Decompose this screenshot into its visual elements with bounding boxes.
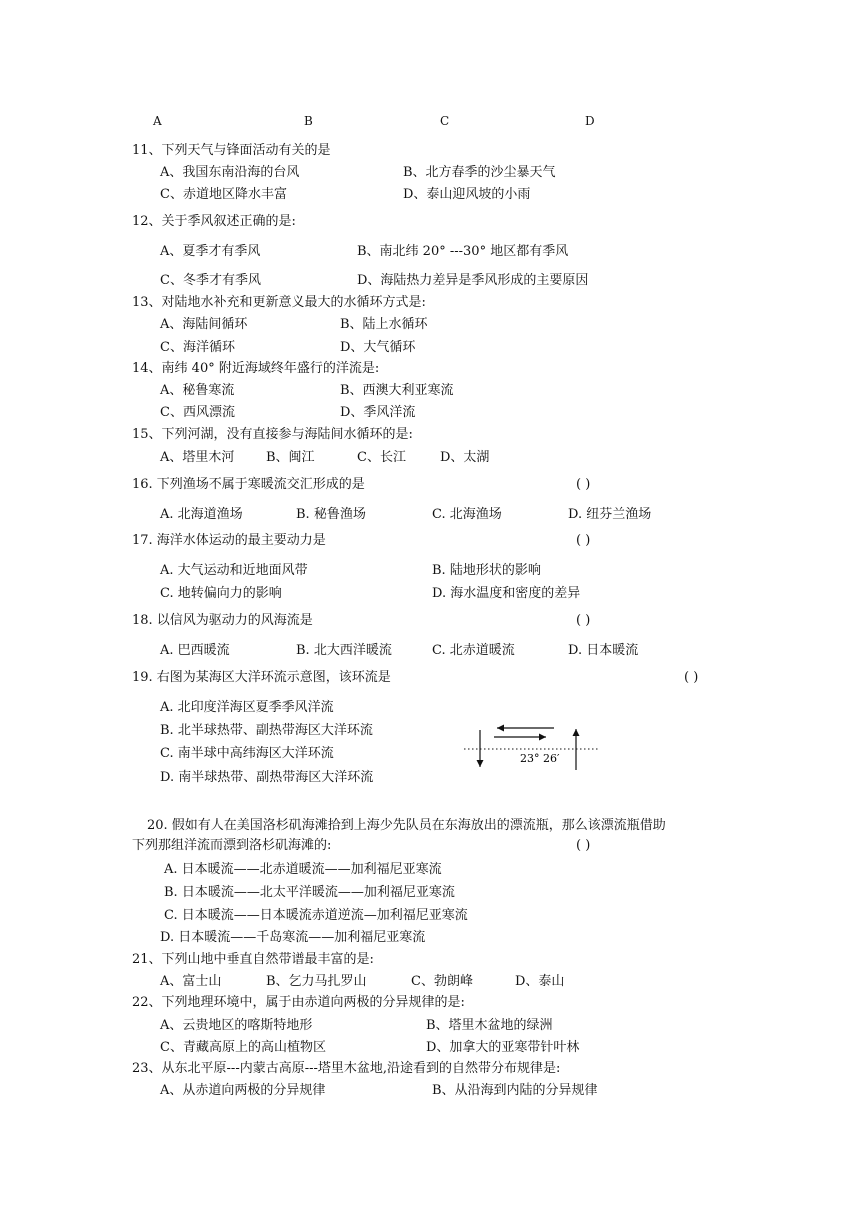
question-20-option-c: C. 日本暖流——日本暖流赤道逆流—加利福尼亚寒流 xyxy=(164,908,468,923)
question-18-option-b: B. 北大西洋暖流 xyxy=(296,643,392,658)
question-11-option-d: D、泰山迎风坡的小雨 xyxy=(403,187,531,202)
question-17-stem: 17. 海洋水体运动的最主要动力是 xyxy=(132,533,326,548)
question-15-stem: 15、下列河湖，没有直接参与海陆间水循环的是: xyxy=(132,427,413,442)
question-19-stem: 19. 右图为某海区大洋环流示意图，该环流是 xyxy=(132,670,391,685)
question-14-option-a: A、秘鲁寒流 xyxy=(160,383,235,398)
latitude-label: 23° 26′ xyxy=(520,752,560,765)
question-12-option-a: A、夏季才有季风 xyxy=(160,244,261,259)
question-18-option-c: C. 北赤道暖流 xyxy=(432,643,515,658)
question-11-stem: 11、下列天气与锋面活动有关的是 xyxy=(132,143,331,158)
question-19-option-b: B. 北半球热带、副热带海区大洋环流 xyxy=(160,723,373,738)
question-21-option-b: B、乞力马扎罗山 xyxy=(266,974,367,989)
question-11-option-a: A、我国东南沿海的台风 xyxy=(160,165,300,180)
question-11-option-b: B、北方春季的沙尘暴天气 xyxy=(403,165,556,180)
question-12-option-d: D、海陆热力差异是季风形成的主要原因 xyxy=(357,273,589,288)
question-21-option-c: C、勃朗峰 xyxy=(411,974,473,989)
question-14-option-d: D、季风洋流 xyxy=(340,405,416,420)
question-18-option-d: D. 日本暖流 xyxy=(568,643,639,658)
question-14-stem: 14、南纬 40° 附近海域终年盛行的洋流是: xyxy=(132,361,380,376)
question-16-answer-blank: ( ) xyxy=(576,477,591,492)
question-20-option-d: D. 日本暖流——千岛寒流——加利福尼亚寒流 xyxy=(160,930,426,945)
question-13-stem: 13、对陆地水补充和更新意义最大的水循环方式是: xyxy=(132,295,426,310)
question-17-answer-blank: ( ) xyxy=(576,533,591,548)
question-13-option-a: A、海陆间循环 xyxy=(160,317,248,332)
question-12-stem: 12、关于季风叙述正确的是: xyxy=(132,214,296,229)
ocean-circulation-diagram xyxy=(460,718,610,778)
question-20-option-a: A. 日本暖流——北赤道暖流——加利福尼亚寒流 xyxy=(164,862,442,877)
question-13-option-c: C、海洋循环 xyxy=(160,340,235,355)
header-label-a: A xyxy=(153,114,162,128)
question-23-option-b: B、从沿海到内陆的分异规律 xyxy=(432,1083,598,1098)
question-20-answer-blank: ( ) xyxy=(576,838,591,853)
question-17-option-a: A. 大气运动和近地面风带 xyxy=(160,563,308,578)
question-11-option-c: C、赤道地区降水丰富 xyxy=(160,187,287,202)
question-12-option-b: B、南北纬 20° ---30° 地区都有季风 xyxy=(357,244,569,259)
question-17-option-c: C. 地转偏向力的影响 xyxy=(160,586,282,601)
question-22-option-a: A、云贵地区的喀斯特地形 xyxy=(160,1018,313,1033)
question-16-option-a: A. 北海道渔场 xyxy=(160,507,243,522)
question-20-stem-line-1: 20. 假如有人在美国洛杉矶海滩拾到上海少先队员在东海放出的漂流瓶，那么该漂流瓶借助 xyxy=(147,818,666,833)
question-18-answer-blank: ( ) xyxy=(576,613,591,628)
question-13-option-d: D、大气循环 xyxy=(340,340,416,355)
question-18-stem: 18. 以信风为驱动力的风海流是 xyxy=(132,613,313,628)
question-13-option-b: B、陆上水循环 xyxy=(340,317,428,332)
question-22-stem: 22、下列地理环境中，属于由赤道向两极的分异规律的是: xyxy=(132,995,465,1010)
question-22-option-b: B、塔里木盆地的绿洲 xyxy=(426,1018,553,1033)
question-16-option-b: B. 秘鲁渔场 xyxy=(296,507,366,522)
question-23-stem: 23、从东北平原---内蒙古高原---塔里木盆地,沿途看到的自然带分布规律是: xyxy=(132,1061,561,1076)
question-21-option-a: A、富士山 xyxy=(160,974,222,989)
question-21-stem: 21、下列山地中垂直自然带谱最丰富的是: xyxy=(132,952,374,967)
question-18-option-a: A. 巴西暖流 xyxy=(160,643,230,658)
question-19-answer-blank: ( ) xyxy=(684,670,699,685)
question-15-option-a: A、塔里木河 xyxy=(160,450,235,465)
question-22-option-d: D、加拿大的亚寒带针叶林 xyxy=(426,1040,580,1055)
question-12-option-c: C、冬季才有季风 xyxy=(160,273,261,288)
question-16-option-c: C. 北海渔场 xyxy=(432,507,502,522)
question-15-option-b: B、闽江 xyxy=(266,450,315,465)
question-22-option-c: C、青藏高原上的高山植物区 xyxy=(160,1040,326,1055)
question-16-option-d: D. 纽芬兰渔场 xyxy=(568,507,652,522)
question-17-option-d: D. 海水温度和密度的差异 xyxy=(432,586,581,601)
question-16-stem: 16. 下列渔场不属于寒暖流交汇形成的是 xyxy=(132,477,365,492)
header-label-b: B xyxy=(304,114,313,128)
question-15-option-d: D、太湖 xyxy=(440,450,490,465)
question-17-option-b: B. 陆地形状的影响 xyxy=(432,563,541,578)
question-20-option-b: B. 日本暖流——北太平洋暖流——加利福尼亚寒流 xyxy=(164,885,455,900)
question-19-option-c: C. 南半球中高纬海区大洋环流 xyxy=(160,746,334,761)
question-19-option-d: D. 南半球热带、副热带海区大洋环流 xyxy=(160,770,374,785)
header-label-c: C xyxy=(440,114,450,128)
question-15-option-c: C、长江 xyxy=(357,450,406,465)
question-21-option-d: D、泰山 xyxy=(515,974,565,989)
question-14-option-c: C、西风漂流 xyxy=(160,405,235,420)
question-19-option-a: A. 北印度洋海区夏季季风洋流 xyxy=(160,700,334,715)
question-20-stem-line-2: 下列那组洋流而漂到洛杉矶海滩的: xyxy=(132,838,332,853)
header-label-d: D xyxy=(585,114,595,128)
question-14-option-b: B、西澳大利亚寒流 xyxy=(340,383,454,398)
question-23-option-a: A、从赤道向两极的分异规律 xyxy=(160,1083,326,1098)
